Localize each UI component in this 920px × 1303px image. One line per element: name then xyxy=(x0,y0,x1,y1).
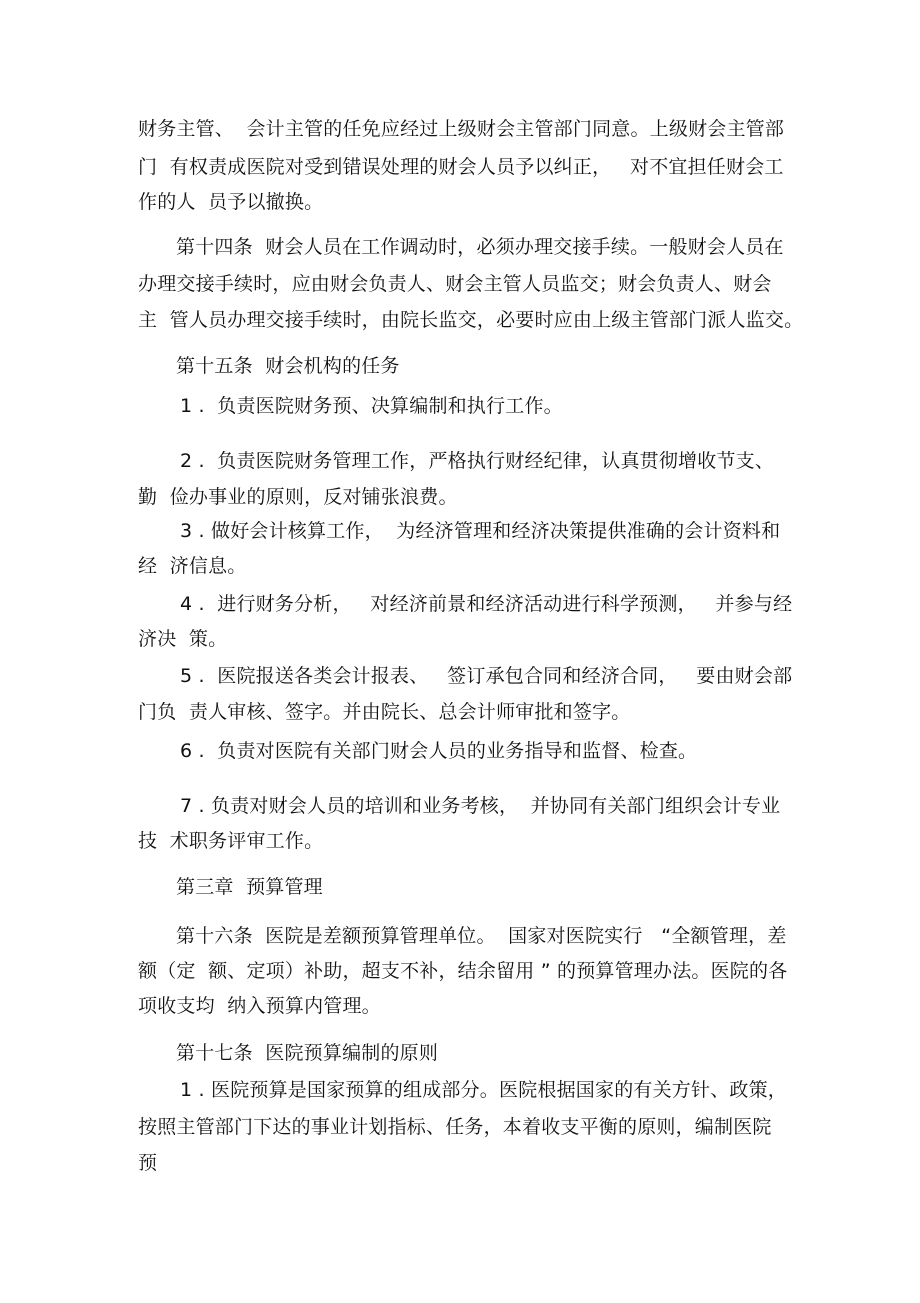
list-item-3: 3 . 做好会计核算工作， 为经济管理和经济决策提供准确的会计资料和 xyxy=(180,520,781,542)
text-line: 经 济信息。 xyxy=(138,555,247,577)
article-14-line: 第十四条 财会人员在工作调动时，必须办理交接手续。一般财会人员在 xyxy=(176,236,784,258)
text-line: 济决 策。 xyxy=(138,628,228,650)
text-line: 额（定 额、定项）补助，超支不补，结余留用 ” 的预算管理办法。医院的各 xyxy=(138,960,788,982)
text-line: 财务主管、 会计主管的任免应经过上级财会主管部门同意。上级财会主管部 xyxy=(138,118,785,140)
text-line: 门 有权责成医院对受到错误处理的财会人员予以纠正， 对不宜担任财会工 xyxy=(138,156,784,178)
text-line: 门负 责人审核、签字。并由院长、总会计师审批和签字。 xyxy=(138,701,631,723)
list-item-2: 2 . 负责医院财务管理工作，严格执行财经纪律，认真贯彻增收节支、 xyxy=(180,450,775,472)
text-line: 勤 俭办事业的原则，反对铺张浪费。 xyxy=(138,486,458,508)
list-item-5: 5 . 医院报送各类会计报表、 签订承包合同和经济合同， 要由财会部 xyxy=(180,665,793,687)
text-line: 预 xyxy=(138,1152,158,1174)
list-item-1: 1 . 负责医院财务预、决算编制和执行工作。 xyxy=(180,395,563,417)
text-line: 作的人 员予以撤换。 xyxy=(138,191,324,213)
text-line: 按照主管部门下达的事业计划指标、任务，本着收支平衡的原则，编制医院 xyxy=(138,1116,772,1138)
text-line: 办理交接手续时，应由财会负责人、财会主管人员监交；财会负责人、财会 xyxy=(138,273,772,295)
text-line: 技 术职务评审工作。 xyxy=(138,830,324,852)
list-item-4: 4 . 进行财务分析， 对经济前景和经济活动进行科学预测， 并参与经 xyxy=(180,593,793,615)
list-item-7: 7 . 负责对财会人员的培训和业务考核， 并协同有关部门组织会计专业 xyxy=(180,795,781,817)
list-item-1b: 1 . 医院预算是国家预算的组成部分。医院根据国家的有关方针、政策， xyxy=(180,1079,788,1101)
article-17-heading: 第十七条 医院预算编制的原则 xyxy=(176,1042,439,1064)
list-item-6: 6 . 负责对医院有关部门财会人员的业务指导和监督、检查。 xyxy=(180,740,698,762)
chapter-3-heading: 第三章 预算管理 xyxy=(176,876,323,898)
text-line: 项收支均 纳入预算内管理。 xyxy=(138,995,381,1017)
article-15-heading: 第十五条 财会机构的任务 xyxy=(176,355,400,377)
text-line: 主 管人员办理交接手续时，由院长监交，必要时应由上级主管部门派人监交。 xyxy=(138,309,804,331)
article-16-line: 第十六条 医院是差额预算管理单位。 国家对医院实行 “全额管理，差 xyxy=(176,925,787,947)
